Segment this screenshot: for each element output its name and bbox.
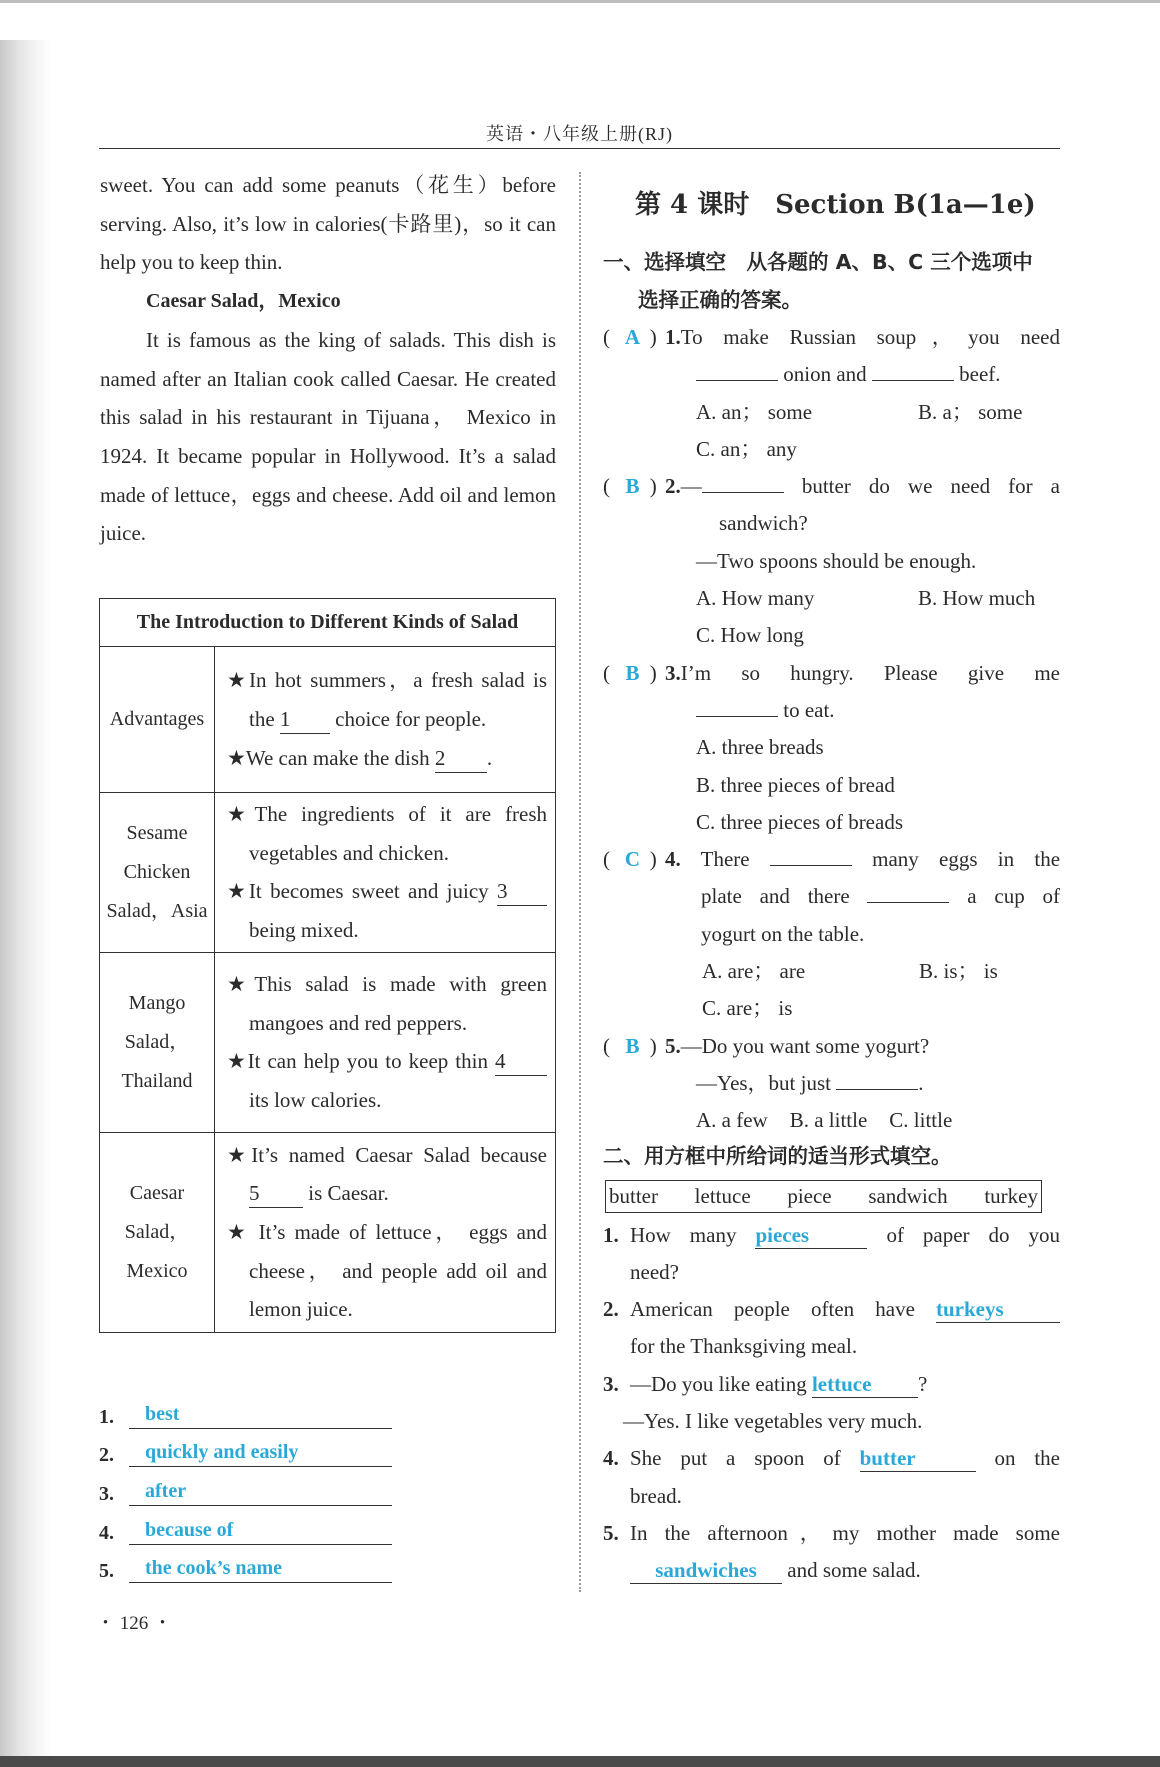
word-box-item: butter [609, 1183, 658, 1208]
table-bullet: ★It’s named Caesar Salad because 5 is Caesar. [227, 1136, 547, 1213]
caesar-paragraph: It is famous as the king of salads. This dish is named after an Italian cook called Caesar. He created this salad in his restaurant in Tijuana， Mexico in 1924. It became popular in Hollywood. It’s a salad made of lettuce，eggs and cheese. Add oil and lemon juice. [100, 327, 556, 546]
fill-blank[interactable]: pieces [755, 1222, 867, 1249]
question-item: ( A ) 1.To make Russian soup，you need onion and beef. A. an； some B. a； some C. an； any [603, 319, 1060, 468]
answer-blank[interactable]: after [129, 1477, 392, 1506]
answer-blank[interactable]: the cook’s name [129, 1554, 392, 1583]
fill-item: 5. In the afternoon，my mother made some sandwiches and some salad. [603, 1520, 1060, 1583]
row-category: Caesar Salad， Mexico [100, 1132, 215, 1332]
caesar-subheading: Caesar Salad，Mexico [146, 290, 341, 313]
row-description [215, 1132, 556, 1332]
answer-mark: A [624, 325, 641, 349]
row-category: Sesame Chicken Salad，Asia [100, 793, 215, 953]
question-item: ( B ) 5.—Do you want some yogurt? —Yes，but just . A. a few B. a little C. little [603, 1028, 1060, 1140]
fill-blank[interactable]: butter [860, 1445, 976, 1472]
option-c[interactable]: C. little [889, 1108, 953, 1133]
question-item: ( B ) 3.I’m so hungry. Please give me to eat. A. three breads B. three pieces of bread C. three pieces of breads [603, 655, 1060, 841]
left-column [100, 166, 556, 553]
answer-row: 5. the cook’s name [99, 1545, 392, 1584]
table-title: The Introduction to Different Kinds of Salad [100, 599, 556, 647]
question-item: ( B ) 2.— butter do we need for a sandwich? —Two spoons should be enough. A. How many B. How much C. How long [603, 468, 1060, 654]
fill-item: 2. American people often have turkeys for the Thanksgiving meal. [603, 1291, 1060, 1366]
option-a[interactable]: A. an； some [696, 399, 813, 424]
option-a[interactable]: A. How many [696, 586, 815, 611]
fill-blank[interactable]: turkeys [936, 1296, 1060, 1323]
row-category: Advantages [100, 647, 215, 793]
row-description [215, 647, 556, 793]
word-box-item: sandwich [868, 1183, 948, 1208]
word-box-item: turkey [984, 1183, 1038, 1208]
table-blank-2[interactable]: 2 [435, 744, 487, 773]
multiple-choice-list [603, 319, 1060, 1140]
table-bullet: ★In hot summers，a fresh salad is the 1 choice for people. [227, 661, 547, 738]
word-box [605, 1180, 1042, 1213]
option-c[interactable]: C. an； any [696, 436, 797, 461]
table-row [100, 952, 556, 1132]
table-row [100, 1132, 556, 1332]
option-b[interactable]: B. How much [918, 586, 1036, 611]
bottom-bar [0, 1756, 1160, 1767]
fill-blank[interactable]: sandwiches [630, 1557, 782, 1584]
answer-row: 2. quickly and easily [99, 1429, 392, 1468]
table-bullet: ★ It’s made of lettuce， eggs and cheese， and people add oil and lemon juice. [227, 1219, 547, 1322]
option-c[interactable]: C. three pieces of breads [696, 809, 903, 834]
fill-blank[interactable]: lettuce [812, 1371, 918, 1398]
table-row [100, 793, 556, 953]
table-blank-5[interactable]: 5 [249, 1179, 303, 1208]
salad-intro-table [99, 598, 556, 1333]
table-blank-4[interactable]: 4 [495, 1047, 547, 1076]
table-bullet: ★It can help you to keep thin 4 its low calories. [227, 1042, 547, 1119]
answer-blank[interactable]: best [129, 1400, 392, 1429]
word-box-item: piece [787, 1183, 832, 1208]
answer-mark: B [625, 1033, 640, 1058]
answer-row: 3. after [99, 1467, 392, 1506]
fill-item: 1. How many pieces of paper do you need? [603, 1222, 1060, 1284]
table-bullet: ★It becomes sweet and juicy 3 being mixed. [227, 872, 547, 949]
row-description [215, 952, 556, 1132]
table-row [100, 647, 556, 793]
fill-item: 3. —Do you like eating lettuce ? —Yes. I like vegetables very much. [603, 1371, 928, 1434]
fill-item: 4. She put a spoon of butter on the bread. [603, 1446, 1060, 1508]
option-b[interactable]: B. is； is [919, 959, 998, 984]
fill-in-list [603, 1217, 1060, 1590]
page-number: ・ 126 ・ [96, 1613, 173, 1634]
word-box-item: lettuce [694, 1183, 751, 1208]
answer-row: 4. because of [99, 1506, 392, 1545]
section-1-heading: 一、选择填空 从各题的 A、B、C 三个选项中 选择正确的答案。 [603, 250, 1033, 312]
option-c[interactable]: C. are； is [702, 996, 793, 1021]
answer-mark: C [624, 847, 641, 872]
table-blank-3[interactable]: 3 [497, 877, 547, 906]
answer-mark: B [625, 660, 640, 685]
option-a[interactable]: A. three breads [696, 735, 824, 760]
table-bullet: ★This salad is made with green mangoes and red peppers. [227, 971, 547, 1035]
section-2-heading: 二、用方框中所给词的适当形式填空。 [603, 1143, 952, 1168]
table-bullet: ★We can make the dish 2 . [227, 739, 547, 778]
option-b[interactable]: B. three pieces of bread [696, 772, 895, 797]
page-shadow [0, 40, 52, 1760]
option-a[interactable]: A. are； are [702, 959, 806, 984]
option-c[interactable]: C. How long [696, 623, 804, 648]
reading-paragraph: sweet. You can add some peanuts（花生）before serving. Also, it’s low in calories(卡路里)，so it can help you to keep thin. [100, 173, 556, 275]
table-blank-1[interactable]: 1 [280, 705, 330, 734]
question-item: ( C ) 4. There many eggs in the plate and there a cup of yogurt on the table. A. are； are B. is； is C. are； is [603, 841, 1060, 1027]
answer-list [99, 1390, 392, 1583]
row-description [215, 793, 556, 953]
answer-mark: B [625, 474, 640, 499]
answer-row: 1. best [99, 1390, 392, 1429]
answer-blank[interactable]: quickly and easily [129, 1438, 392, 1467]
page-header: 英语・八年级上册(RJ) [486, 124, 673, 144]
option-b[interactable]: B. a little [789, 1108, 868, 1133]
option-b[interactable]: B. a； some [918, 399, 1023, 424]
answer-blank[interactable]: because of [129, 1516, 392, 1545]
top-border [0, 0, 1160, 3]
column-divider [579, 172, 581, 1592]
right-column [603, 184, 1060, 1590]
table-bullet: ★The ingredients of it are fresh vegetables and chicken. [227, 802, 547, 865]
lesson-title: 第 4 课时 Section B(1a—1e) [635, 190, 1036, 220]
row-category: Mango Salad， Thailand [100, 952, 215, 1132]
header-rule [99, 148, 1060, 149]
option-a[interactable]: A. a few [696, 1108, 768, 1133]
